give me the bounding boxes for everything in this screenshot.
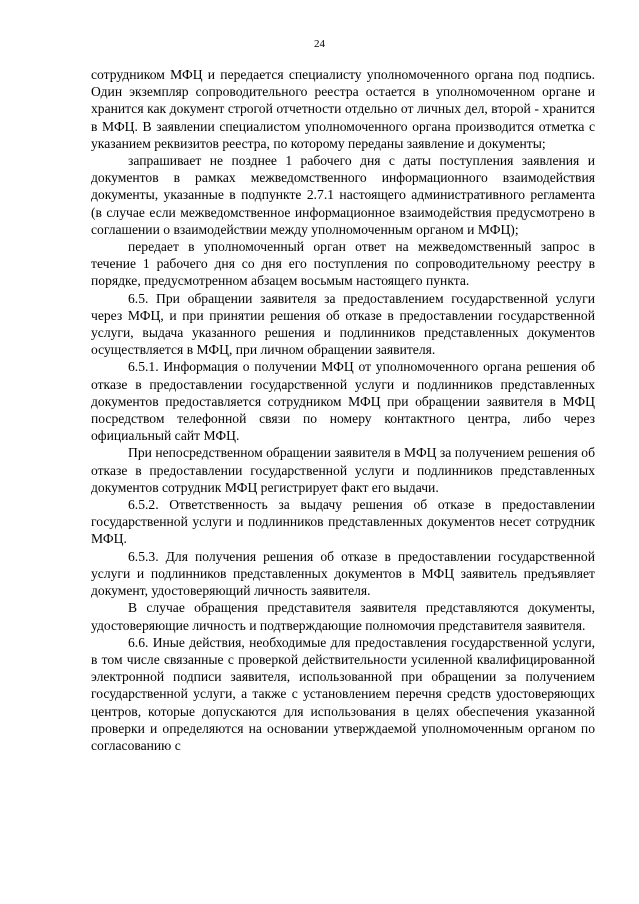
page-number: 24 [314, 38, 325, 50]
paragraph-6-5-3: 6.5.3. Для получения решения об отказе в предоставлении государственной услуги и подлинников представленных документов в МФЦ заявитель предъявляет документ, удостоверяющий личность заявителя. [91, 548, 595, 599]
paragraph-continuation: сотрудником МФЦ и передается специалисту уполномоченного органа под подпись. Один экземпляр сопроводительного реестра остается в уполномоченном органе и хранится как документ строгой отчетности отдельно от личных дел, второй - хранится в МФЦ. В заявлении специалистом уполномоченного органа производится отметка с указанием реквизитов реестра, по которому переданы заявление и документы; [91, 67, 595, 151]
paragraph-6-6: 6.6. Иные действия, необходимые для предоставления государственной услуги, в том числе связанные с проверкой действительности усиленной квалифицированной электронной подписи заявителя, использованной при обращении за получением государственной услуги, а также с установлением перечня средств удостоверяющих центров, которые допускаются для использования в целях обеспечения указанной проверки и определяются на основании утверждаемой уполномоченным органом по согласованию с [91, 634, 595, 753]
paragraph-6-5-2: 6.5.2. Ответственность за выдачу решения об отказе в предоставлении государственной услуги и подлинников представленных документов несет сотрудник МФЦ. [91, 497, 595, 547]
paragraph-request-documents: запрашивает не позднее 1 рабочего дня с даты поступления заявления и документов в рамках межведомственного информационного взаимодействия документы, указанные в подпункте 2.7.1 настоящего административного регламента (в случае если межведомственное информационное взаимодействия предусмотрено в соглашении о взаимодействии между уполномоченным органом и МФЦ); [91, 153, 595, 237]
paragraph-direct-request: При непосредственном обращении заявителя в МФЦ за получением решения об отказе в предоставлении государственной услуги и подлинников представленных документов сотрудник МФЦ регистрирует факт его выдачи. [91, 445, 595, 495]
paragraph-6-5-1: 6.5.1. Информация о получении МФЦ от уполномоченного органа решения об отказе в предоставлении государственной услуги и подлинников представленных документов предоставляется сотрудником МФЦ при обращении заявителя в МФЦ посредством телефонной связи по номеру контактного центра, либо через официальный сайт МФЦ. [91, 359, 595, 444]
paragraph-6-5: 6.5. При обращении заявителя за предоставлением государственной услуги через МФЦ, и при принятии решения об отказе в предоставлении государственной услуги, выдача указанного решения и подлинников представленных документов осуществляется в МФЦ, при личном обращении заявителя. [91, 290, 595, 358]
body-text [91, 66, 595, 754]
paragraph-representative: В случае обращения представителя заявителя представляются документы, удостоверяющие личность и подтверждающие полномочия представителя заявителя. [91, 600, 595, 633]
paragraph-transfer-response: передает в уполномоченный орган ответ на межведомственный запрос в течение 1 рабочего дня со дня его поступления по сопроводительному реестру в порядке, предусмотренном абзацем восьмым настоящего пункта. [91, 239, 595, 289]
